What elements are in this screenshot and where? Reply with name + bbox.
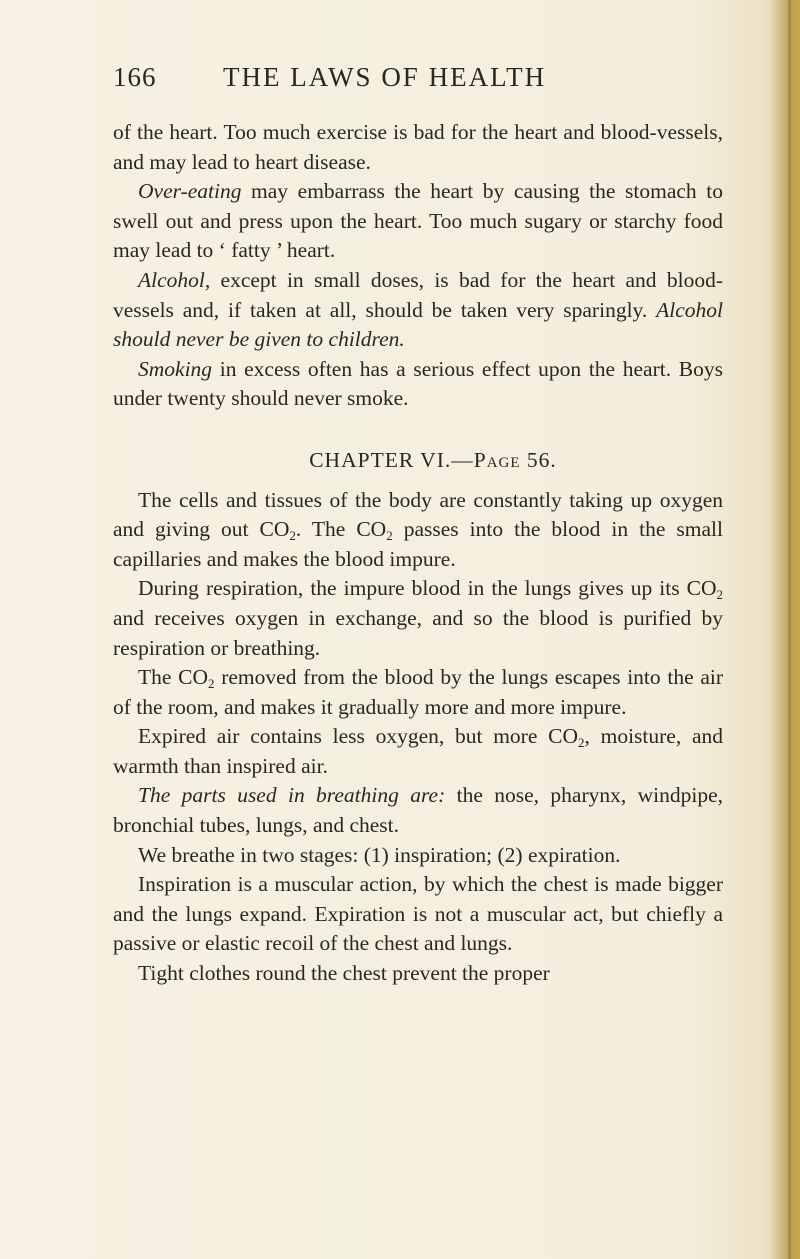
respiration-paragraph-4: Expired air contains less oxygen, but more $CO_2$, moisture, and warmth than inspired air. bbox=[113, 724, 723, 778]
page-body bbox=[113, 118, 723, 989]
running-title: THE LAWS OF HEALTH bbox=[223, 62, 547, 92]
respiration-paragraph-7: Inspiration is a muscular action, by which the chest is made bigger and the lungs expand. Expiration is not a muscular act, but chiefly a passive or elastic recoil of the chest and lungs. bbox=[113, 872, 723, 956]
chapter-heading: CHAPTER VI.—Page 56. bbox=[309, 447, 557, 472]
respiration-paragraph-8: Tight clothes round the chest prevent the proper bbox=[138, 961, 550, 986]
respiration-paragraph-1: The cells and tissues of the body are constantly taking up oxygen and giving out $CO_2$. The $CO_2$ passes into the blood in the small capillaries and makes the blood impure. bbox=[113, 487, 723, 571]
page-edge-shadow bbox=[770, 0, 800, 1259]
respiration-paragraph-3: The $CO_2$ removed from the blood by the lungs escapes into the air of the room, and makes it gradually more and more impure. bbox=[113, 665, 724, 719]
heart-paragraph-smoking: Smoking in excess often has a serious effect upon the heart. Boys under twenty should never smoke. bbox=[113, 356, 723, 411]
page-edge-line bbox=[788, 0, 791, 1259]
respiration-paragraph-6: We breathe in two stages: (1) inspiration; (2) expiration. bbox=[138, 842, 621, 867]
page-number: 166 bbox=[113, 62, 157, 92]
heart-paragraph-over-eating: Over-eating may embarrass the heart by causing the stomach to swell out and press upon the heart. Too much sugary or starchy food may lead to ‘ fatty ’ heart. bbox=[113, 179, 723, 263]
respiration-paragraph-5: The parts used in breathing are: the nose, pharynx, windpipe, bronchial tubes, lungs, and chest. bbox=[113, 783, 724, 838]
heart-paragraph-alcohol: Alcohol, except in small doses, is bad for the heart and blood-vessels and, if taken at all, should be taken very sparingly. Alcohol should never be given to children. bbox=[113, 267, 723, 352]
heart-paragraph-1: of the heart. Too much exercise is bad for the heart and blood-vessels, and may lead to heart disease. bbox=[113, 120, 723, 174]
respiration-paragraph-2: During respiration, the impure blood in the lungs gives up its $CO_2$ and receives oxygen in exchange, and so the blood is purified by respiration or breathing. bbox=[113, 576, 723, 660]
